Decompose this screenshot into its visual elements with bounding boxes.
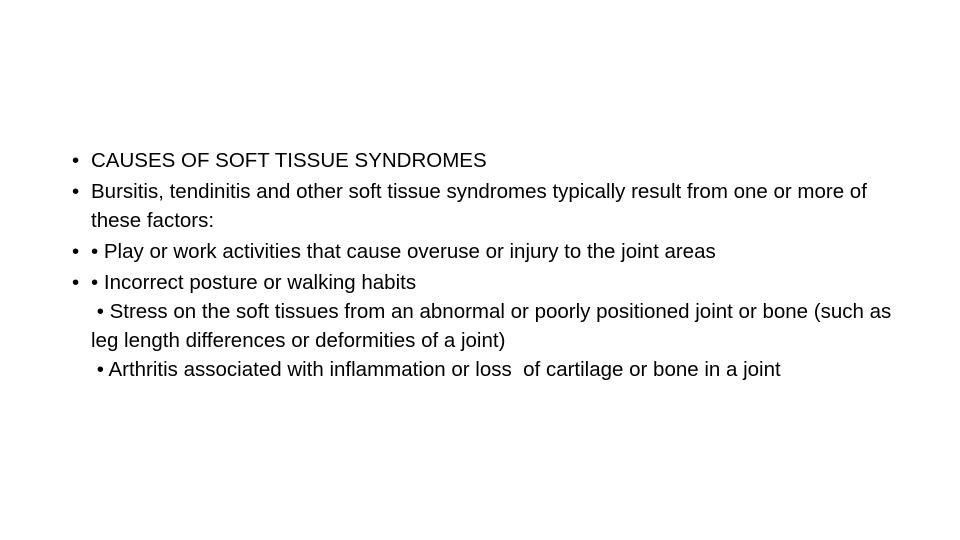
bullet-list [72,146,912,386]
bullet-icon: • [72,180,80,203]
bullet-item-factor-activities [72,237,912,266]
factor-list-text: • Incorrect posture or walking habits • Stress on the soft tissues from an abnormal or poorly positioned joint or bone (such as leg length differences or deformities of a joint) • Arthritis associated with inflammation or loss of cartilage or bone in a joint [91,271,892,381]
bullet-item-factor-list [72,268,912,384]
bullet-icon: • [72,271,80,294]
bullet-item-intro [72,177,912,235]
intro-text: Bursitis, tendinitis and other soft tissue syndromes typically result from one or more of these factors: [91,180,873,232]
factor-activities-text: • Play or work activities that cause overuse or injury to the joint areas [91,240,716,263]
heading-text: CAUSES OF SOFT TISSUE SYNDROMES [91,149,487,172]
bullet-icon: • [72,149,80,172]
bullet-icon: • [72,240,80,263]
bullet-item-heading [72,146,912,175]
